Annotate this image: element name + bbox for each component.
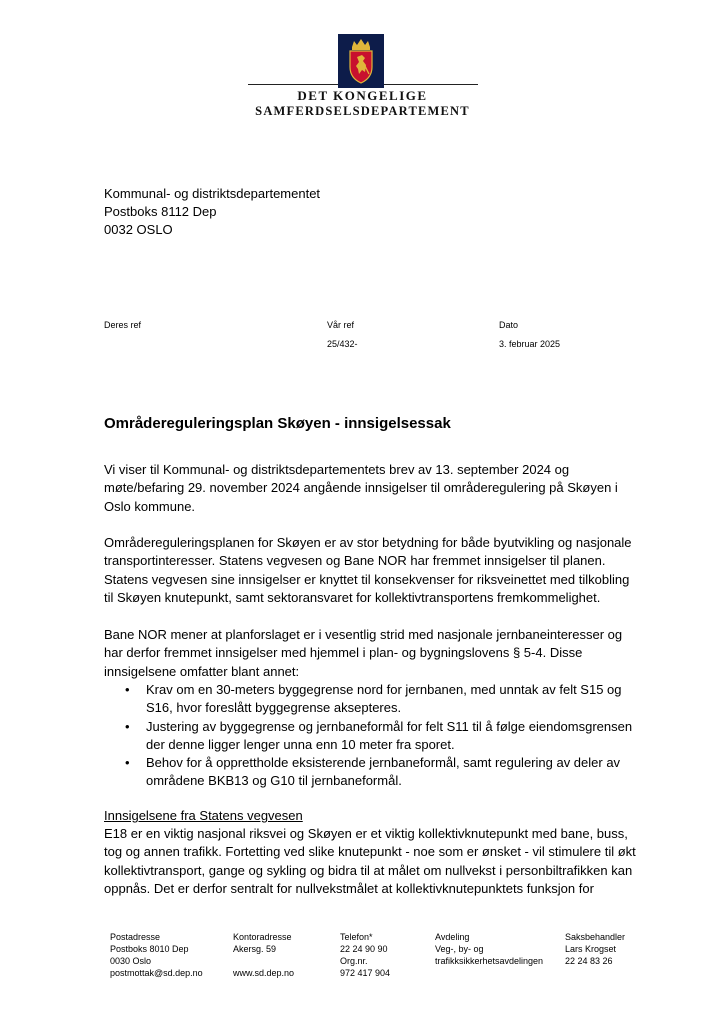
- bullet-icon: •: [125, 682, 130, 697]
- footer-text: Akersg. 59: [233, 944, 277, 954]
- deres-ref-label: Deres ref: [104, 320, 142, 330]
- text-line: møte/befaring 29. november 2024 angående innsigelser til områderegulering på Skøyen i: [104, 480, 618, 496]
- footer-email: postmottak@sd.dep.no: [110, 968, 203, 978]
- text-line: oppnås. Det er derfor sentralt for nullvekstmålet at kollektivknutepunktets funksjon for: [104, 880, 594, 896]
- text-line: Justering av byggegrense og jernbaneformål for felt S11 til å følge eiendomsgrensen: [146, 718, 633, 734]
- footer-text: Postboks 8010 Dep: [110, 944, 189, 954]
- coat-of-arms-icon: [338, 34, 384, 88]
- text-line: S16, hvor foreslått byggegrense aksepteres.: [146, 700, 402, 716]
- paragraph-vegvesen: [104, 825, 664, 898]
- paragraph-bane-nor: [104, 626, 664, 681]
- text-line: Bane NOR mener at planforslaget er i vesentlig strid med nasjonale jernbaneinteresser og: [104, 627, 623, 642]
- paragraph-intro: [104, 461, 664, 516]
- text-line: Vi viser til Kommunal- og distriktsdepartementets brev av 13. september 2024 og: [104, 462, 570, 477]
- text-line: tog og annen trafikk. Fortetting ved slike knutepunkt - noe som er ønsket - vil stimulere til økt: [104, 844, 636, 860]
- bullet-icon: •: [125, 718, 130, 734]
- text-line: har derfor fremmet innsigelser med hjemmel i plan- og bygningslovens § 5-4. Disse: [104, 645, 583, 661]
- footer-postal-address: [110, 931, 203, 979]
- footer-text: trafikksikkerhetsavdelingen: [435, 956, 544, 966]
- recipient-postal: 0032 OSLO: [104, 222, 173, 237]
- footer-office-address: [233, 931, 294, 979]
- footer-label: Saksbehandler: [565, 932, 626, 942]
- footer-text: 0030 Oslo: [110, 956, 152, 966]
- text-line: Oslo kommune.: [104, 498, 196, 514]
- bullet-icon: •: [125, 755, 130, 771]
- logo-divider-right: [384, 84, 478, 85]
- footer-text: 22 24 90 90: [340, 944, 388, 954]
- footer-label: Kontoradresse: [233, 932, 292, 942]
- footer-label: Telefon*: [340, 932, 373, 942]
- footer-text: [565, 967, 625, 979]
- text-line: til Skøyen knutepunkt, samt sektoransvaret for kollektivtransportens fremkommelighet.: [104, 589, 601, 605]
- text-line: der denne ligger lenger unna enn 10 meter fra sporet.: [146, 736, 455, 752]
- dato-label: Dato: [499, 320, 519, 330]
- footer-text: Org.nr.: [340, 956, 368, 966]
- footer-department: [435, 931, 543, 979]
- footer-label: Postadresse: [110, 932, 161, 942]
- footer-text: Lars Krogset: [565, 944, 617, 954]
- text-line: Behov for å opprettholde eksisterende jernbaneformål, samt regulering av deler av: [146, 755, 621, 771]
- footer-text: 972 417 904: [340, 968, 391, 978]
- footer-text: [435, 967, 543, 979]
- recipient-address: Postboks 8112 Dep: [104, 204, 217, 219]
- footer-case-officer: [565, 931, 625, 979]
- footer-phone: [340, 931, 390, 979]
- recipient-name: Kommunal- og distriktsdepartementet: [104, 186, 321, 201]
- objection-list: [104, 681, 664, 791]
- text-line: kollektivtransport, gange og sykling og bidra til at målet om nullvekst i personbiltrafikken kan: [104, 862, 633, 878]
- text-line: Statens vegvesen sine innsigelser er knyttet til konsekvenser for riksveinettet med tilkobling: [104, 571, 630, 587]
- list-item: [104, 754, 664, 791]
- text-line: Krav om en 30-meters byggegrense nord for jernbanen, med unntak av felt S15 og: [146, 682, 622, 697]
- logo-divider-left: [248, 84, 338, 85]
- var-ref-value: 25/432-: [327, 339, 358, 349]
- logo-text-line2: SAMFERDSELSDEPARTEMENT: [255, 104, 470, 118]
- section-heading: Innsigelsene fra Statens vegvesen: [104, 808, 303, 823]
- footer-label: Avdeling: [435, 932, 470, 942]
- footer-website: www.sd.dep.no: [233, 968, 295, 978]
- list-item: [104, 718, 664, 755]
- footer-text: [233, 955, 294, 967]
- dato-value: 3. februar 2025: [499, 339, 561, 349]
- paragraph-importance: [104, 534, 664, 607]
- footer-text: 22 24 83 26: [565, 956, 613, 966]
- letter-title: Områdereguleringsplan Skøyen - innsigelsessak: [104, 415, 451, 432]
- text-line: E18 er en viktig nasjonal riksvei og Skøyen er et viktig kollektivknutepunkt med bane, buss,: [104, 826, 628, 841]
- text-line: innsigelsene omfatter blant annet:: [104, 663, 300, 679]
- text-line: områdene BKB13 og G10 til jernbaneformål.: [146, 773, 402, 789]
- text-line: Områdereguleringsplanen for Skøyen er av stor betydning for både byutvikling og nasjonale: [104, 535, 632, 550]
- list-item: [104, 681, 664, 718]
- var-ref-label: Vår ref: [327, 320, 355, 330]
- text-line: transportinteresser. Statens vegvesen og Bane NOR har fremmet innsigelser til planen.: [104, 553, 606, 569]
- footer-text: Veg-, by- og: [435, 944, 484, 954]
- logo-text-line1: DET KONGELIGE: [297, 88, 428, 103]
